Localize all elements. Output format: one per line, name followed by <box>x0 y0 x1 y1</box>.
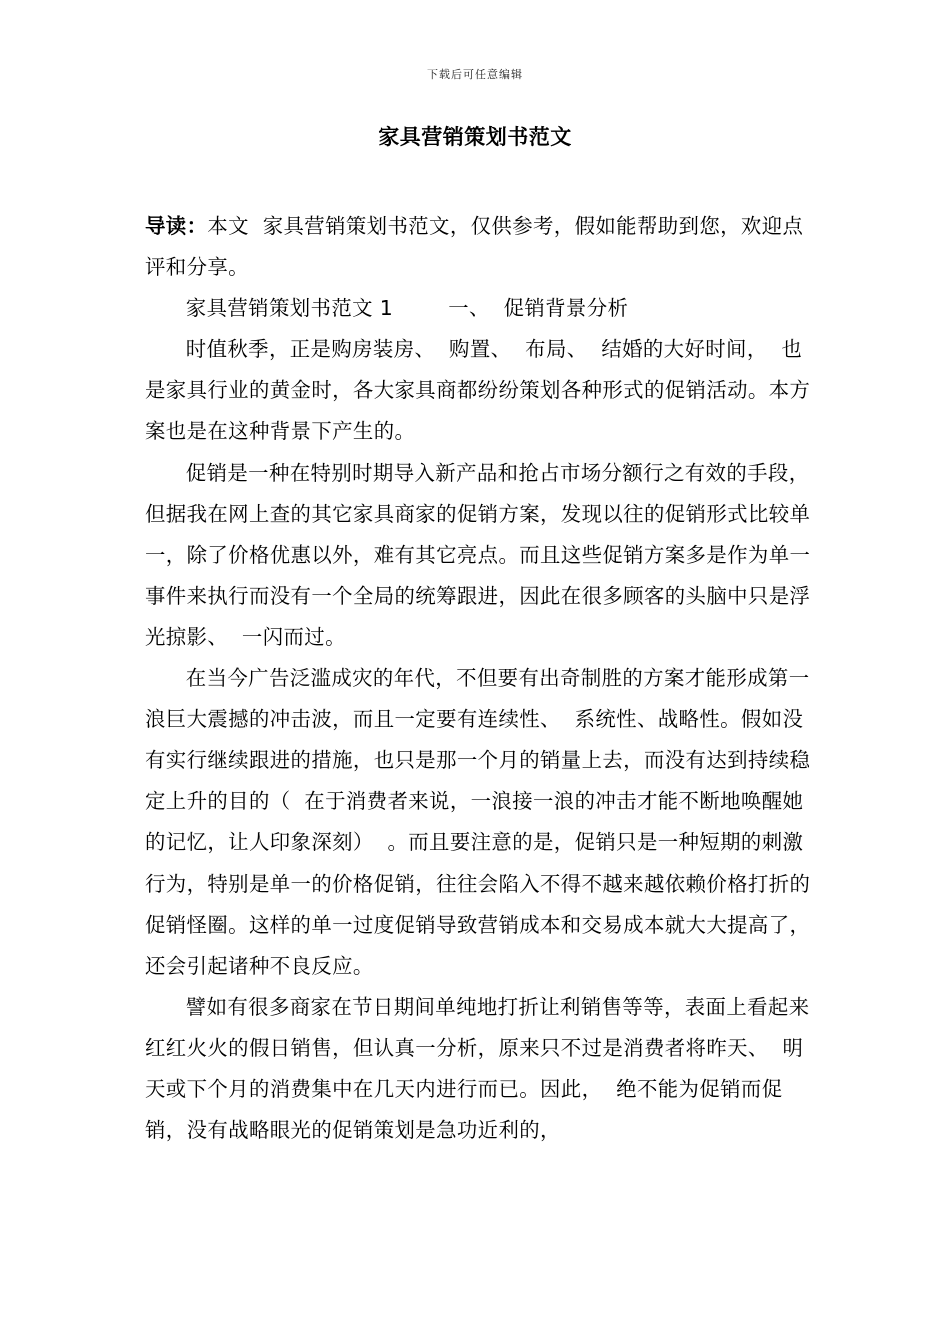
body-paragraph-4: 譬如有很多商家在节日期间单纯地打折让利销售等等，表面上看起来红红火火的假日销售，但认真一分析，原来只不过是消费者将昨天、 明天或下个月的消费集中在几天内进行而已。因此， 绝不能为促销而促销，没有战略眼光的促销策划是急功近利的， <box>145 994 810 1143</box>
body-paragraph-1: 时值秋季，正是购房装房、 购置、 布局、 结婚的大好时间， 也是家具行业的黄金时，各大家具商都纷纷策划各种形式的促销活动。本方案也是在这种背景下产生的。 <box>145 337 811 444</box>
document-title: 家具营销策划书范文 <box>378 125 572 149</box>
body-paragraph-3: 在当今广告泛滥成灾的年代，不但要有出奇制胜的方案才能形成第一浪巨大震撼的冲击波，而且一定要有连续性、 系统性、战略性。假如没有实行继续跟进的措施，也只是那一个月的销量上去，而没有达到持续稳定上升的目的（ 在于消费者来说，一浪接一浪的冲击才能不断地唤醒她的记忆，让人印象深刻） 。而且要注意的是，促销只是一种短期的刺激行为，特别是单一的价格促销，往往会陷入不得不越来越依赖价格打折的促销怪圈。这样的单一过度促销导致营销成本和交易成本就大大提高了，还会引起诸种不良反应。 <box>145 666 811 978</box>
page-header-note: 下载后可任意编辑 <box>427 68 523 81</box>
section-heading-paragraph: 家具营销策划书范文 1 一、 促销背景分析 <box>185 296 629 321</box>
document-body <box>145 206 817 1151</box>
intro-label: 导读： <box>145 214 208 238</box>
body-paragraph-2: 促销是一种在特别时期导入新产品和抢占市场分额行之有效的手段，但据我在网上查的其它家具商家的促销方案，发现以往的促销形式比较单一，除了价格优惠以外，难有其它亮点。而且这些促销方案多是作为单一事件来执行而没有一个全局的统筹跟进，因此在很多顾客的头脑中只是浮光掠影、 一闪而过。 <box>145 460 811 649</box>
intro-paragraph <box>145 206 817 288</box>
intro-text: 本文 家具营销策划书范文，仅供参考，假如能帮助到您，欢迎点评和分享。 <box>145 214 804 280</box>
